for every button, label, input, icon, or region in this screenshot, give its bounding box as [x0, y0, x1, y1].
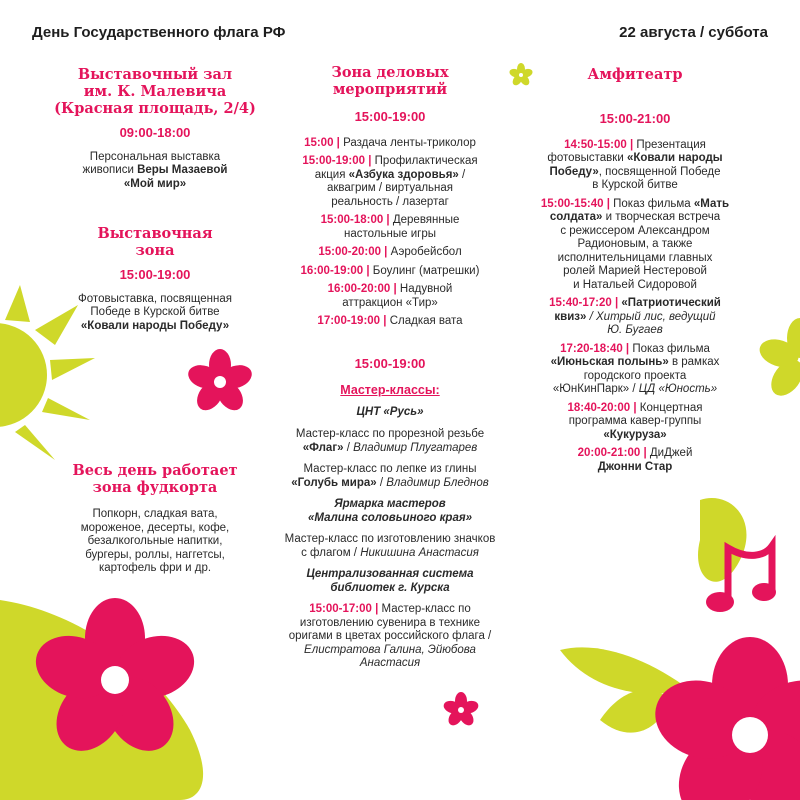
event-name: «Патриотический	[618, 297, 721, 309]
food-line: безалкогольные напитки,	[87, 535, 223, 547]
masterclass-title: Мастер-классы:	[340, 383, 440, 397]
event-item	[530, 402, 740, 443]
event-text: Мастер-класс по	[378, 603, 471, 615]
big-flower-icon	[28, 598, 203, 764]
event-name: Победу»	[549, 165, 599, 178]
text-line: «Малина соловьиного края»	[307, 511, 473, 524]
host-name: Анастасия	[359, 657, 421, 669]
event-time: 15:00-17:00 |	[309, 603, 379, 615]
event-name: «Кукуруза»	[603, 428, 667, 441]
column-amphitheater	[530, 66, 740, 479]
amphitheater-events	[530, 139, 740, 475]
event-text: программа кавер-группы	[568, 415, 702, 427]
expo-title: Выставочная зона	[97, 225, 213, 259]
organizer-name: ЦНТ «Русь»	[356, 405, 424, 418]
event-text: настольные игры	[344, 227, 436, 240]
event-text: изготовлению сувенира в технике	[299, 616, 481, 629]
event-text: Показ фильма	[629, 342, 710, 355]
food-line: картофель фри и др.	[98, 562, 212, 574]
host-name: / Хитрый лис, ведущий	[586, 310, 716, 323]
food-title: Весь день работает зона фудкорта	[72, 462, 238, 496]
fair-title	[270, 498, 510, 525]
event-text: «ЮнКинПарк» /	[552, 383, 639, 395]
text-line: библиотек г. Курска	[330, 581, 450, 594]
event-text: Мастер-класс по прорезной резьбе	[295, 428, 485, 440]
event-name: «Мать	[693, 197, 730, 210]
event-text: и творческая встреча	[602, 211, 721, 223]
column-expo	[50, 225, 260, 333]
event-time: 18:40-20:00 |	[567, 401, 637, 414]
business-events	[270, 137, 510, 329]
event-text: Показ фильма	[609, 197, 694, 210]
event-time: 15:40-17:20 |	[549, 297, 619, 309]
event-item	[270, 315, 510, 329]
expo-time: 15:00-19:00	[119, 267, 191, 282]
exhibition-name: «Ковали народы Победу»	[80, 319, 230, 332]
amphitheater-time: 15:00-21:00	[599, 111, 671, 126]
event-text: оригами в цветах российского флага /	[288, 630, 492, 642]
event-name: Джонни Стар	[597, 460, 673, 473]
event-item	[270, 155, 510, 209]
masterclass-item	[270, 428, 510, 455]
event-text: ролей Марией Нестеровой	[563, 265, 707, 277]
separator: /	[376, 476, 387, 489]
event-item	[530, 139, 740, 193]
event-text: /	[458, 168, 466, 181]
host-name: Елистратова Галина, Эйюбова	[304, 643, 476, 656]
event-time: 16:00-19:00 |	[300, 264, 370, 277]
food-line: бургеры, роллы, наггетсы,	[85, 548, 225, 561]
food-line: мороженое, десерты, кофе,	[80, 521, 230, 534]
organizer-name	[270, 568, 510, 595]
event-text: исполнительницами главных	[557, 251, 713, 264]
event-text: в Курской битве	[592, 179, 678, 191]
column-gallery	[50, 66, 260, 191]
gallery-title: Выставочный зал им. К. Малевича (Красная площадь, 2/4)	[54, 66, 256, 117]
music-note-icon	[698, 498, 776, 612]
edge-flower-icon	[756, 318, 800, 402]
event-item	[530, 343, 740, 397]
host-name: Ю. Бугаев	[607, 324, 663, 336]
column-business	[270, 64, 510, 671]
masterclass-item	[270, 533, 510, 560]
event-name: «Голубь мира»	[291, 476, 377, 489]
event-text: Концертная	[636, 401, 703, 414]
separator: /	[343, 441, 354, 454]
food-line: Попкорн, сладкая вата,	[92, 508, 218, 520]
event-item	[530, 447, 740, 474]
event-name: квиз»	[554, 310, 587, 323]
event-time: 15:00-19:00 |	[302, 155, 372, 167]
expo-description	[50, 293, 260, 334]
host-name: Никишина Анастасия	[360, 546, 479, 559]
event-name: «Флаг»	[302, 441, 344, 454]
event-text: , посвященной Победе	[598, 165, 721, 178]
event-text: с флагом /	[301, 546, 361, 559]
column-food	[50, 462, 260, 576]
event-text: в рамках	[668, 356, 720, 368]
leaf-shape	[0, 600, 203, 800]
event-item	[270, 283, 510, 310]
event-text: аквагрим / виртуальная	[326, 182, 454, 194]
event-text: Боулинг (матрешки)	[369, 264, 480, 277]
event-text: Сладкая вата	[386, 315, 463, 327]
event-text: аттракцион «Тир»	[342, 296, 438, 309]
event-time: 15:00-18:00 |	[320, 214, 390, 226]
event-text: с режиссером Александром	[560, 224, 710, 237]
event-text: Аэробейсбол	[387, 246, 462, 258]
event-text: акция	[314, 168, 349, 181]
text-line: Ярмарка мастеров	[334, 498, 446, 510]
event-text: и Натальей Сидоровой	[573, 278, 697, 291]
event-text: Презентация	[633, 138, 706, 151]
business-time: 15:00-19:00	[354, 109, 426, 124]
event-text: реальность / лазертаг	[331, 195, 449, 208]
event-name: «Ковали народы	[626, 152, 723, 164]
event-time: 15:00-15:40 |	[540, 197, 610, 210]
corner-flower-icon	[645, 637, 800, 800]
event-text: Раздача ленты-триколор	[339, 136, 476, 149]
leaf-shape-right	[560, 647, 690, 693]
event-text: Мастер-класс по лепке из глины	[303, 463, 477, 475]
event-time: 17:20-18:40 |	[560, 342, 630, 355]
page-title: День Государственного флага РФ	[32, 24, 286, 41]
business-title: Зона деловых мероприятий	[331, 64, 449, 98]
masterclass-time: 15:00-19:00	[354, 355, 426, 371]
gallery-description	[50, 151, 260, 192]
event-name: «Азбука здоровья»	[348, 168, 459, 181]
event-time: 14:50-15:00 |	[564, 138, 634, 151]
leaf-shape-right-2	[600, 690, 670, 733]
event-item	[270, 137, 510, 151]
event-name: «Июньская полынь»	[550, 356, 669, 368]
text-line: Персональная выставка	[89, 150, 221, 163]
amphitheater-title: Амфитеатр	[587, 66, 683, 83]
text-line: Фотовыставка, посвященная	[78, 292, 232, 305]
event-text: Профилактическая	[371, 155, 478, 167]
event-text: Деревянные	[389, 214, 460, 226]
event-text: городского проекта	[583, 369, 687, 382]
event-item	[270, 246, 510, 260]
event-time: 16:00-20:00 |	[327, 283, 397, 295]
event-item	[530, 198, 740, 293]
flower-icon	[185, 349, 255, 415]
event-item	[270, 265, 510, 279]
event-date: 22 августа / суббота	[619, 24, 768, 41]
event-text: Надувной	[396, 283, 453, 295]
event-time: 15:00-20:00 |	[318, 246, 388, 258]
host-name: Владимир Плугатарев	[353, 441, 478, 454]
text-line: Централизованная система	[306, 568, 474, 580]
exhibition-name: «Мой мир»	[123, 177, 187, 190]
event-item	[270, 214, 510, 241]
masterclass-item	[270, 603, 510, 671]
text-line: Победе в Курской битве	[90, 306, 220, 318]
event-text: ДиДжей	[646, 447, 693, 459]
event-time: 15:00 |	[304, 136, 340, 149]
food-list	[50, 508, 260, 576]
event-time: 20:00-21:00 |	[577, 447, 647, 459]
masterclass-item	[270, 463, 510, 490]
event-item	[530, 297, 740, 338]
event-text: Радионовым, а также	[577, 238, 693, 250]
bottom-flower-icon	[442, 692, 480, 728]
event-name: солдата»	[549, 211, 603, 223]
host-name: Владимир Бледнов	[386, 476, 489, 489]
event-text: фотовыставки	[547, 152, 627, 164]
host-name: ЦД «Юность»	[638, 383, 718, 395]
artist-name: Веры Мазаевой	[137, 164, 228, 176]
text-line	[50, 164, 260, 178]
text-part: живописи	[82, 164, 138, 176]
event-time: 17:00-19:00 |	[317, 315, 387, 327]
gallery-time: 09:00-18:00	[119, 125, 191, 140]
event-text: Мастер-класс по изготовлению значков	[284, 533, 496, 545]
